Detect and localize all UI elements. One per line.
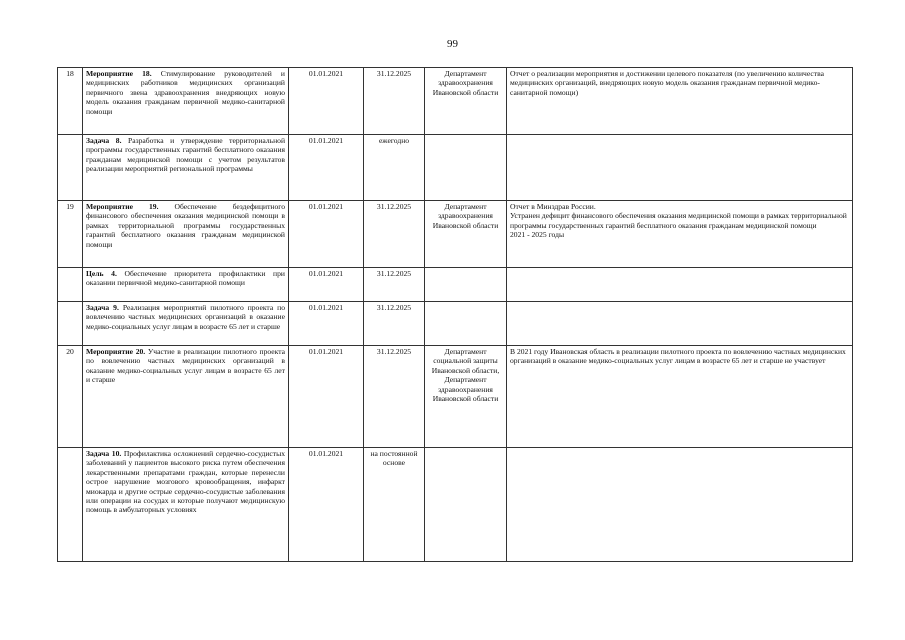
- row-number: [58, 268, 83, 302]
- row-title: [83, 68, 289, 135]
- row-start-date: 01.01.2021: [289, 346, 364, 448]
- row-title-prefix: Мероприятие 18.: [86, 69, 152, 78]
- row-result: [507, 448, 853, 562]
- row-title: [83, 135, 289, 201]
- row-executor: [425, 448, 507, 562]
- row-title-text: Стимулирование руководителей и медицинских работников медицинских организаций первичного звена здравоохранения внедряющих новую модель оказания гражданам первичной медико-санитарной помощи: [86, 69, 285, 116]
- row-title-text: Обеспечение приоритета профилактики при оказании первичной медико-санитарной помощи: [86, 269, 285, 288]
- result-line: Устранен дефицит финансового обеспечения оказания медицинской помощи в рамках территориальной программы государственных гарантий бесплатного оказания гражданам медицинской помощи: [510, 211, 847, 230]
- row-executor: Департамент здравоохранения Ивановской области: [425, 68, 507, 135]
- row-result: [507, 268, 853, 302]
- row-title-prefix: Мероприятие 19.: [86, 202, 159, 211]
- table-row: [58, 68, 853, 135]
- row-result: [507, 346, 853, 448]
- row-start-date: 01.01.2021: [289, 268, 364, 302]
- result-line: 2021 - 2025 годы: [510, 230, 565, 240]
- row-end-date: 31.12.2025: [364, 302, 425, 346]
- table-row: [58, 135, 853, 201]
- row-start-date: 01.01.2021: [289, 135, 364, 201]
- row-result: [507, 68, 853, 135]
- plan-table: [57, 67, 853, 562]
- row-title-text: Профилактика осложнений сердечно-сосудистых заболеваний у пациентов высокого риска путем обеспечения лекарственными препаратами граждан, которые перенесли острое нарушение мозгового кровообращения, инфаркт миокарда и другие острые сердечно-сосудистые заболевания или операции на сосудах и которые получают медицинскую помощь в амбулаторных условиях: [86, 449, 285, 515]
- row-end-date: 31.12.2025: [364, 68, 425, 135]
- row-executor: [425, 302, 507, 346]
- row-title-text: Участие в реализации пилотного проекта по вовлечению частных медицинских организаций в оказание медико-социальных услуг лицам в возрасте 65 лет и старше: [86, 347, 285, 385]
- row-end-date: на постоянной основе: [364, 448, 425, 562]
- row-title-text: Разработка и утверждение территориальной программы государственных гарантий бесплатного оказания гражданам медицинской помощи с учетом результатов реализации мероприятий региональной программы: [86, 136, 286, 174]
- row-start-date: 01.01.2021: [289, 68, 364, 135]
- row-title-text: Реализация мероприятий пилотного проекта по вовлечению частных медицинских организаций в оказание медико-социальных услуг лицам в возрасте 65 лет и старше: [86, 303, 285, 331]
- result-line: Отчет о реализации мероприятия и достижении целевого показателя (по увеличению количества медицинских организаций, внедряющих новую модель оказания гражданам первичной медико-санитарной помощи): [510, 69, 824, 97]
- row-executor: Департамент здравоохранения Ивановской области: [425, 201, 507, 268]
- row-number: [58, 302, 83, 346]
- row-title-text: Обеспечение бездефицитного финансового обеспечения оказания медицинской помощи в рамках территориальной программы государственных гарантий бесплатного оказания гражданам медицинской помощи: [86, 202, 285, 249]
- row-number: [58, 135, 83, 201]
- row-number: 18: [58, 68, 83, 135]
- table-row: [58, 302, 853, 346]
- row-executor: [425, 268, 507, 302]
- row-title-prefix: Задача 9.: [86, 303, 119, 312]
- row-number: [58, 448, 83, 562]
- page-number: 99: [447, 38, 458, 50]
- row-start-date: 01.01.2021: [289, 448, 364, 562]
- row-executor: Департамент социальной защиты Ивановской области, Департамент здравоохранения Ивановской области: [425, 346, 507, 448]
- result-line: Отчет в Минздрав России.: [510, 202, 596, 211]
- table-row: [58, 201, 853, 268]
- row-start-date: 01.01.2021: [289, 302, 364, 346]
- row-title-prefix: Цель 4.: [86, 269, 117, 278]
- table-row: [58, 448, 853, 562]
- row-executor: [425, 135, 507, 201]
- row-title-prefix: Мероприятие 20.: [86, 347, 146, 356]
- row-end-date: 31.12.2025: [364, 346, 425, 448]
- row-number: 20: [58, 346, 83, 448]
- row-number: 19: [58, 201, 83, 268]
- row-result: [507, 302, 853, 346]
- table-row: [58, 268, 853, 302]
- row-title: [83, 201, 289, 268]
- table-row: [58, 346, 853, 448]
- row-start-date: 01.01.2021: [289, 201, 364, 268]
- row-title: [83, 268, 289, 302]
- row-title: [83, 448, 289, 562]
- row-title-prefix: Задача 8.: [86, 136, 122, 145]
- row-end-date: 31.12.2025: [364, 268, 425, 302]
- row-title: [83, 302, 289, 346]
- row-end-date: ежегодно: [364, 135, 425, 201]
- result-line: В 2021 году Ивановская область в реализации пилотного проекта по вовлечению частных медицинских организаций в оказание медико-социальных услуг лицам в возрасте 65 лет и старше не участвует: [510, 347, 846, 366]
- row-title: [83, 346, 289, 448]
- row-title-prefix: Задача 10.: [86, 449, 122, 458]
- row-result: [507, 135, 853, 201]
- row-result: [507, 201, 853, 268]
- row-end-date: 31.12.2025: [364, 201, 425, 268]
